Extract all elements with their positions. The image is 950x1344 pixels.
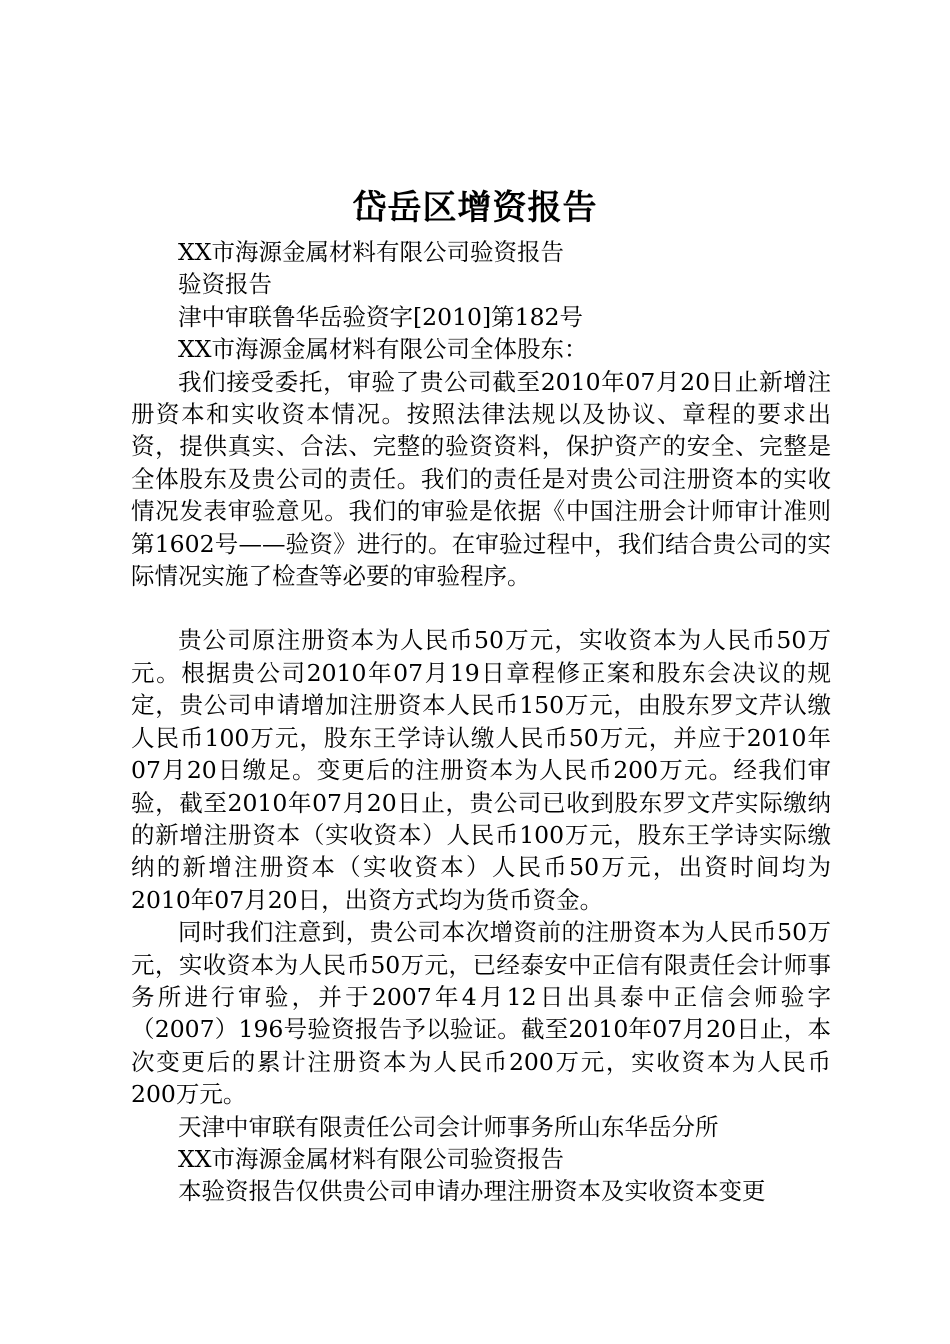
paragraph-usage-note: 本验资报告仅供贵公司申请办理注册资本及实收资本变更 xyxy=(178,1177,766,1206)
report-subtitle: 验资报告 xyxy=(178,270,272,299)
document-title: 岱岳区增资报告 xyxy=(352,188,598,228)
paragraph-engagement: 我们接受委托，审验了贵公司截至2010年07月20日止新增注册资本和实收资本情况。按照法律法规以及协议、章程的要求出资，提供真实、合法、完整的验资资料，保护资产的安全、完整是全体股东及贵公司的责任。我们的责任是对贵公司注册资本的实收情况发表审验意见。我们的审验是依据《中国注册会计师审计准则第1602号——验资》进行的。在审验过程中，我们结合贵公司的实际情况实施了检查等必要的审验程序。 xyxy=(131,367,831,591)
paragraph-capital-increase: 贵公司原注册资本为人民币50万元，实收资本为人民币50万元。根据贵公司2010年07月19日章程修正案和股东会决议的规定，贵公司申请增加注册资本人民币150万元，由股东罗文芹认缴人民币100万元，股东王学诗认缴人民币50万元，并应于2010年07月20日缴足。变更后的注册资本为人民币200万元。经我们审验，截至2010年07月20日止，贵公司已收到股东罗文芹实际缴纳的新增注册资本（实收资本）人民币100万元，股东王学诗实际缴纳的新增注册资本（实收资本）人民币50万元，出资时间均为2010年07月20日，出资方式均为货币资金。 xyxy=(131,626,831,914)
report-heading-repeat: XX市海源金属材料有限公司验资报告 xyxy=(178,1144,564,1173)
paragraph-prior-verification: 同时我们注意到，贵公司本次增资前的注册资本为人民币50万元，实收资本为人民币50万元，已经泰安中正信有限责任会计师事务所进行审验，并于2007年4月12日出具泰中正信会师验字（2007）196号验资报告予以验证。截至2010年07月20日止，本次变更后的累计注册资本为人民币200万元，实收资本为人民币200万元。 xyxy=(131,918,831,1109)
report-heading: XX市海源金属材料有限公司验资报告 xyxy=(178,238,564,266)
addressee: XX市海源金属材料有限公司全体股东： xyxy=(178,335,588,364)
firm-name: 天津中审联有限责任公司会计师事务所山东华岳分所 xyxy=(178,1112,719,1141)
document-body xyxy=(131,236,831,1208)
report-number: 津中审联鲁华岳验资字[2010]第182号 xyxy=(178,302,583,331)
